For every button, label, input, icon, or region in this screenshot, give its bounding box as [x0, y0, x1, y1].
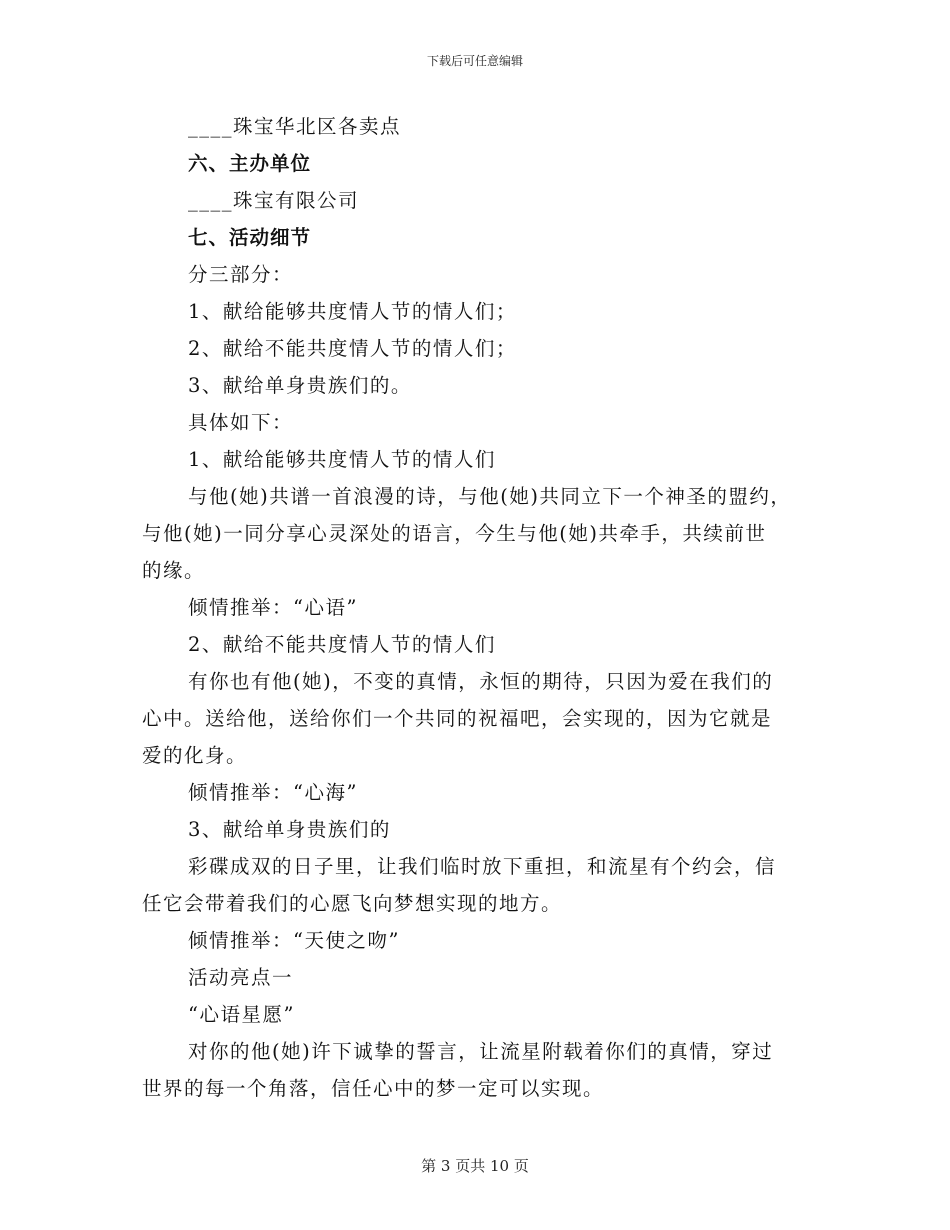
- highlight-title: 活动亮点一: [188, 966, 294, 989]
- list-item: 2、献给不能共度情人节的情人们；: [188, 337, 517, 360]
- paragraph-line: 世界的每一个角落，信任心中的梦一定可以实现。: [142, 1077, 605, 1100]
- document-body: [142, 108, 822, 1107]
- page-header: 下载后可任意编辑: [426, 54, 523, 68]
- page-footer: 第 3 页共 10 页: [421, 1157, 529, 1175]
- subsection-title: 3、献给单身贵族们的: [188, 818, 391, 841]
- paragraph-line: 对你的他(她)许下诚挚的誓言，让流星附载着你们的真情，穿过: [188, 1040, 774, 1063]
- section-heading: 七、活动细节: [188, 226, 312, 249]
- section-heading: 六、主办单位: [188, 152, 312, 175]
- paragraph-line: 的缘。: [142, 559, 206, 582]
- recommendation-line: 倾情推举：“心海”: [188, 781, 358, 804]
- list-item: 3、献给单身贵族们的。: [188, 374, 412, 397]
- paragraph-line: 彩碟成双的日子里，让我们临时放下重担，和流星有个约会，信: [188, 855, 777, 878]
- list-item: 1、献给能够共度情人节的情人们；: [188, 300, 517, 323]
- subsection-title: 1、献给能够共度情人节的情人们: [188, 448, 496, 471]
- text-line: ____珠宝华北区各卖点: [188, 115, 402, 138]
- paragraph-line: 与他(她)一同分享心灵深处的语言，今生与他(她)共牵手，共续前世: [142, 522, 767, 545]
- text-line: 分三部分：: [188, 263, 294, 286]
- paragraph-line: 与他(她)共谱一首浪漫的诗，与他(她)共同立下一个神圣的盟约，: [188, 485, 792, 508]
- highlight-name: “心语星愿”: [188, 1003, 295, 1026]
- recommendation-line: 倾情推举：“心语”: [188, 596, 358, 619]
- paragraph-line: 有你也有他(她)，不变的真情，永恒的期待，只因为爱在我们的: [188, 670, 774, 693]
- text-line: ____珠宝有限公司: [188, 189, 360, 212]
- paragraph-line: 心中。送给他，送给你们一个共同的祝福吧，会实现的，因为它就是: [142, 707, 773, 730]
- subsection-title: 2、献给不能共度情人节的情人们: [188, 633, 496, 656]
- text-line: 具体如下：: [188, 411, 294, 434]
- recommendation-line: 倾情推举：“天使之吻”: [188, 929, 400, 952]
- paragraph-line: 任它会带着我们的心愿飞向梦想实现的地方。: [142, 892, 563, 915]
- paragraph-line: 爱的化身。: [142, 744, 248, 767]
